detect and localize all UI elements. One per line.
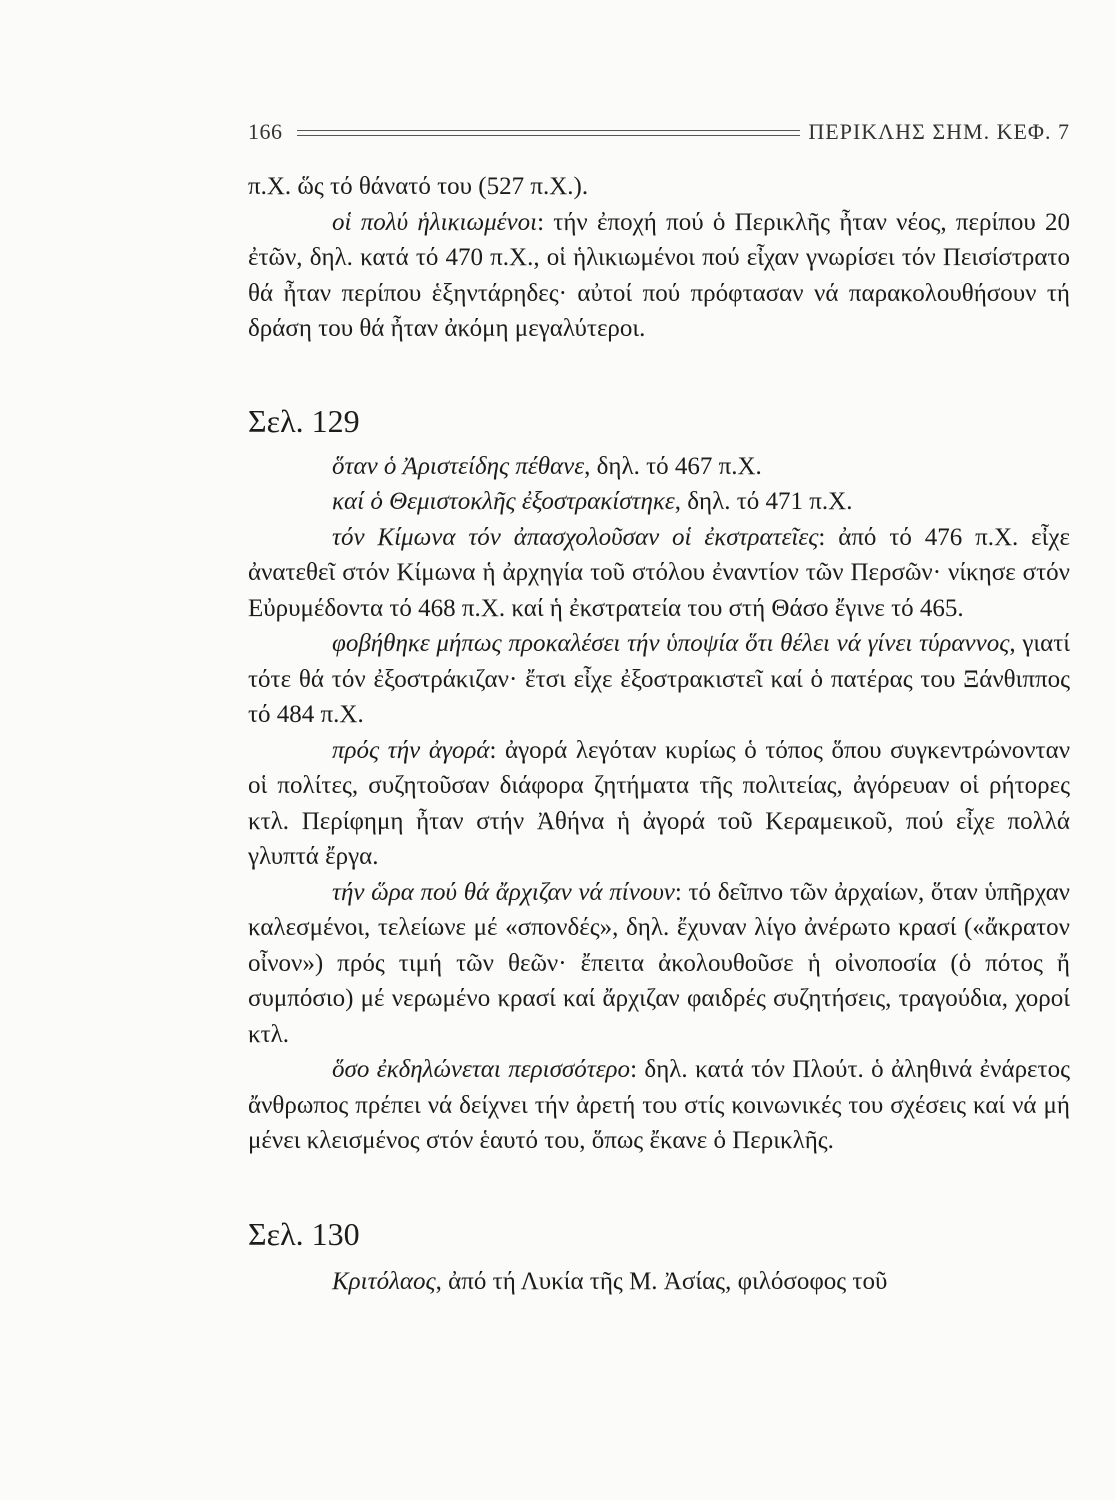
note-paragraph — [248, 733, 1070, 875]
continued-line: π.Χ. ὥς τό θάνατό του (527 π.Χ.). — [248, 173, 589, 200]
note-text: : ἀγορά λεγόταν κυρίως ὁ τόπος ὅπου συγκεντρώνονταν οἱ πολίτες, συζητοῦσαν διάφορα ζητήματα τῆς πολιτείας, ἀγόρευαν οἱ ρήτορες κτλ. Περίφημη ἦταν στήν Ἀθήνα ἡ ἀγορά τοῦ Κεραμεικοῦ, πού εἶχε πολλά γλυπτά ἔργα. — [248, 736, 1070, 870]
note-text: : δηλ. κατά τόν Πλούτ. ὁ ἀληθινά ἐνάρετος ἄνθρωπος πρέπει νά δείχνει τήν ἀρετή του στίς κοινωνικές του σχέσεις καί νά μή μένει κλεισμένος στόν ἑαυτό του, ὅπως ἔκανε ὁ Περικλῆς. — [248, 1056, 1070, 1154]
note-paragraph — [248, 1264, 1070, 1300]
note-lemma: καί ὁ Θεμιστοκλῆς ἐξοστρακίστηκε — [332, 488, 675, 515]
note-paragraph — [248, 484, 1070, 520]
header-double-rule — [297, 130, 801, 136]
note-lemma: τόν Κίμωνα τόν ἀπασχολοῦσαν οἱ ἐκστρατεῖες — [332, 523, 819, 551]
note-paragraph — [248, 449, 1070, 485]
note-lemma: φοβήθηκε μήπως προκαλέσει τήν ὑποψία ὅτι θέλει νά γίνει τύραννος — [332, 630, 1010, 657]
note-text: , δηλ. τό 471 π.Χ. — [674, 488, 853, 515]
section-heading-130: Σελ. 130 — [248, 1215, 360, 1252]
note-lemma: πρός τήν ἀγορά — [332, 736, 490, 764]
note-text: : τήν ἐποχή πού ὁ Περικλῆς ἦταν νέος, περίπου 20 ἐτῶν, δηλ. κατά τό 470 π.Χ., οἱ ἡλικιωμένοι πού εἶχαν γνωρίσει τόν Πεισίστρατο θά ἦταν περίπου ἑξηντάρηδες· αὐτοί πού πρόφτασαν νά παρακολουθήσουν τή δράση του θά ἦταν ἀκόμη μεγαλύτεροι. — [248, 208, 1070, 342]
note-paragraph — [248, 626, 1070, 733]
note-lemma: τήν ὥρα πού θά ἄρχιζαν νά πίνουν — [332, 878, 675, 906]
note-lemma: ὅσο ἐκδηλώνεται περισσότερο — [332, 1056, 631, 1083]
note-text: , ἀπό τή Λυκία τῆς Μ. Ἀσίας, φιλόσοφος τοῦ — [435, 1267, 888, 1295]
note-lemma: οἱ πολύ ἡλικιωμένοι — [332, 208, 538, 236]
note-lemma: ὅταν ὁ Ἀριστείδης πέθανε — [332, 452, 585, 480]
note-paragraph — [248, 520, 1070, 627]
note-paragraph — [248, 1052, 1070, 1159]
note-paragraph — [248, 205, 1070, 347]
note-text: : ἀπό τό 476 π.Χ. εἶχε ἀνατεθεῖ στόν Κίμωνα ἡ ἀρχηγία τοῦ στόλου ἐναντίον τῶν Περσῶν· νίκησε στόν Εὐρυμέδοντα τό 468 π.Χ. καί ἡ ἐκστρατεία του στή Θάσο ἔγινε τό 465. — [248, 523, 1070, 622]
note-text: , δηλ. τό 467 π.Χ. — [584, 452, 762, 480]
note-text: : τό δεῖπνο τῶν ἀρχαίων, ὅταν ὑπῆρχαν καλεσμένοι, τελείωνε μέ «σπονδές», δηλ. ἔχυναν λίγο ἀνέρωτο κρασί («ἄκρατον οἶνον») πρός τιμή τῶν θεῶν· ἔπειτα ἀκολουθοῦσε ἡ οἰνοποσία (ὁ πότος ἤ συμπόσιο) μέ νερωμένο κρασί καί ἄρχιζαν φαιδρές συζητήσεις, τραγούδια, χοροί κτλ. — [248, 878, 1070, 1048]
notes-body — [248, 169, 1070, 1299]
running-header — [248, 112, 1070, 152]
note-paragraph — [248, 875, 1070, 1053]
book-page — [248, 112, 1070, 1299]
section-heading-129: Σελ. 129 — [248, 402, 360, 439]
note-lemma: Κριτόλαος — [332, 1267, 436, 1295]
page-number: 166 — [248, 119, 283, 144]
running-title: ΠΕΡΙΚΛΗΣ ΣΗΜ. ΚΕΦ. 7 — [808, 119, 1070, 144]
note-text: , γιατί τότε θά τόν ἐξοστράκιζαν· ἔτσι εἶχε ἐξοστρακιστεῖ καί ὁ πατέρας του Ξάνθιππος τό 484 π.Χ. — [248, 630, 1070, 728]
